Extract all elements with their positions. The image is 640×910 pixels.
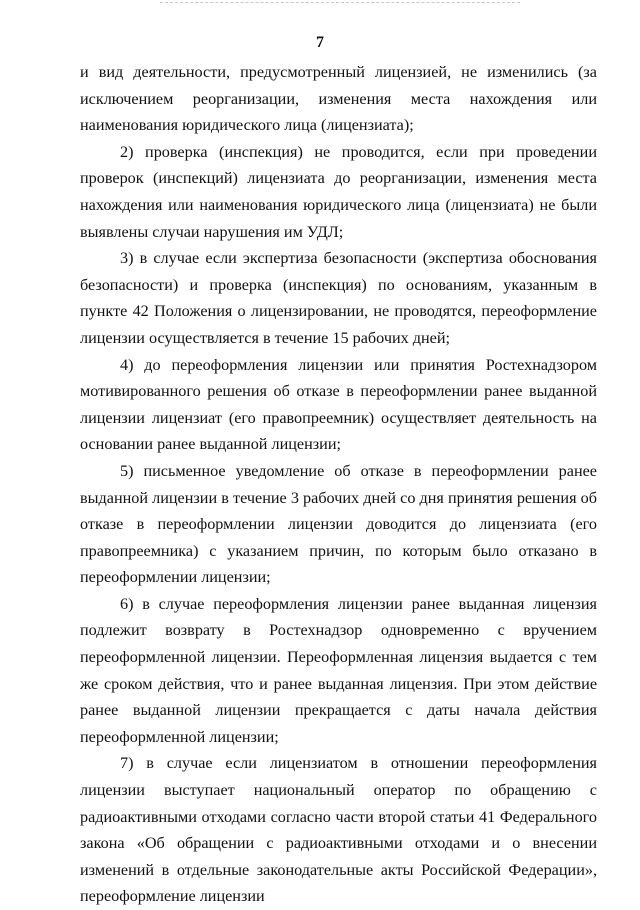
paragraph-item-6: 6) в случае переоформления лицензии ранее выданная лицензия подлежит возврату в Ростехнадзор одновременно с вручением переоформленной лицензии. Переоформленная лицензия выдается с тем же сроком действия, что и ранее выданная лицензия. При этом действие ранее выданной лицензии прекращается с даты начала действия переоформленной лицензии; [80,594,597,746]
paragraph-item-3: 3) в случае если экспертиза безопасности (экспертиза обоснования безопасности) и проверка (инспекция) по основаниям, указанным в пункте 42 Положения о лицензировании, не проводятся, переоформление лицензии осуществляется в течение 15 рабочих дней; [80,249,597,347]
paragraph-item-5: 5) письменное уведомление об отказе в переоформлении ранее выданной лицензии в течение 3 рабочих дней со дня принятия решения об отказе в переоформлении лицензии доводится до лицензиата (его правопреемника) с указанием причин, по которым было отказано в переоформлении лицензии; [80,461,597,587]
paragraph-continuation: и вид деятельности, предусмотренный лицензией, не изменились (за исключением реорганизации, изменения места нахождения или наименования юридического лица (лицензиата); [80,63,597,135]
scan-edge-line [160,2,520,4]
paragraph-item-7: 7) в случае если лицензиатом в отношении переоформления лицензии выступает национальный оператор по обращению с радиоактивными отходами согласно части второй статьи 41 Федерального закона «Об обращении с радиоактивными отходами и о внесении изменений в отдельные законодательные акты Российской Федерации», переоформление лицензии [80,754,597,906]
paragraph-item-2: 2) проверка (инспекция) не проводится, если при проведении проверок (инспекций) лицензиата до реорганизации, изменения места нахождения или наименования юридического лица (лицензиата) не были выявлены случаи нарушения им УДЛ; [80,142,597,241]
document-body [80,59,597,910]
paragraph-item-4: 4) до переоформления лицензии или принятия Ростехнадзором мотивированного решения об отказе в переоформлении ранее выданной лицензии лицензиат (его правопреемник) осуществляет деятельность на основании ранее выданной лицензии; [80,355,597,454]
page-number: 7 [316,34,324,51]
